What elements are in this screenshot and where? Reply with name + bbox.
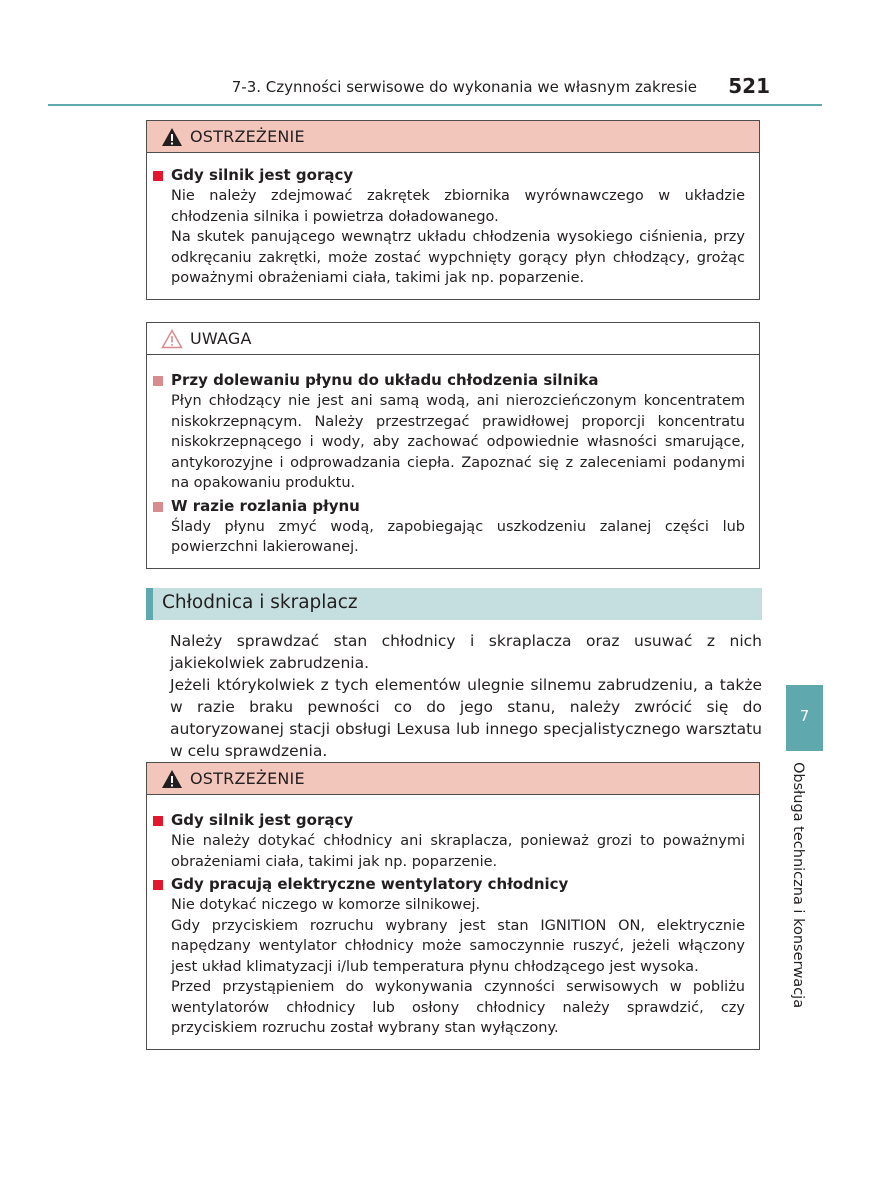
item-heading-text: Przy dolewaniu płynu do układu chłodzenia silnika: [171, 371, 599, 389]
caution-box: [146, 322, 760, 569]
item-heading: [153, 874, 745, 895]
page-number: 521: [728, 74, 770, 98]
chapter-number: 7: [799, 707, 810, 725]
section-title: 7-3. Czynności serwisowe do wykonania we własnym zakresie: [231, 78, 697, 96]
item-text-body: Nie dotykać niczego w komorze silnikowej. Gdy przyciskiem rozruchu wybrany jest stan IGNITION ON, elektrycznie napędzany wentylator chłodnicy może samoczynnie ruszyć, jeżeli włączony jest układ klimatyzacji i/lub temperatura płynu chłodzącego jest wysoka. Przed przystąpieniem do wykonywania czynności serwisowych w pobliżu wentylatorów chłodnicy lub osłony chłodnicy należy sprawdzić, czy przyciskiem rozruchu został wybrany stan wyłączony.: [171, 897, 745, 1036]
item-text-body: Nie należy dotykać chłodnicy ani skraplacza, ponieważ grozi to poważnymi obrażeniami ciała, takimi jak np. poparzenie.: [171, 833, 745, 870]
caution-header: [147, 323, 759, 355]
bullet-square: [153, 376, 163, 386]
item-text: [153, 391, 745, 494]
item-heading-text: Gdy pracują elektryczne wentylatory chłodnicy: [171, 875, 569, 893]
chapter-tab: [786, 685, 823, 751]
item-heading: [153, 496, 745, 517]
item-heading-text: Gdy silnik jest gorący: [171, 166, 354, 184]
item-text-body: Nie należy zdejmować zakrętek zbiornika wyrównawczego w układzie chłodzenia silnika i powietrza doładowanego. Na skutek panującego wewnątrz układu chłodzenia wysokiego ciśnienia, przy odkręcaniu zakrętki, może zostać wypchnięty gorący płyn chłodzący, grożąc poważnymi obrażeniami ciała, takimi jak np. poparzenie.: [171, 188, 745, 286]
item-text: [153, 895, 745, 1039]
caution-icon: [161, 329, 183, 349]
bullet-square: [153, 880, 163, 890]
item-heading: [153, 165, 745, 186]
section-paragraph: Należy sprawdzać stan chłodnicy i skraplacza oraz usuwać z nich jakiekolwiek zabrudzenia. Jeżeli którykolwiek z tych elementów ulegnie silnemu zabrudzeniu, a także w razie braku pewności co do jego stanu, należy zwrócić się do autoryzowanej stacji obsługi Lexusa lub innego specjalistycznego warsztatu w celu sprawdzenia.: [170, 632, 762, 760]
item-heading-text: Gdy silnik jest gorący: [171, 811, 354, 829]
item-heading: [153, 810, 745, 831]
warning-title: OSTRZEŻENIE: [190, 769, 305, 788]
item-heading-text: W razie rozlania płynu: [171, 496, 360, 515]
item-text-body: Ślady płynu zmyć wodą, zapobiegając uszkodzeniu zalanej części lub powierzchni lakierowanej.: [171, 518, 745, 555]
caution-title: UWAGA: [190, 329, 252, 348]
warning-header: [147, 121, 759, 153]
item-text: [153, 831, 745, 872]
bullet-square: [153, 171, 163, 181]
bullet-square: [153, 816, 163, 826]
item-text: [153, 517, 745, 558]
item-heading: [153, 370, 745, 391]
section-heading: [146, 588, 762, 620]
warning-icon: [161, 769, 183, 789]
section-heading-text: Chłodnica i skraplacz: [162, 592, 358, 613]
item-text: [153, 186, 745, 289]
item-text-body: Płyn chłodzący nie jest ani samą wodą, ani nierozcieńczonym koncentratem niskokrzepnącym. Należy przestrzegać prawidłowej proporcji koncentratu niskokrzepnącego i wody, aby zachować odpowiednie własności smarujące, antykorozyjne i odprowadzania ciepła. Zapoznać się z zaleceniami podanymi na opakowaniu produktu.: [171, 393, 745, 491]
bullet-square: [153, 502, 163, 512]
chapter-title-vertical: Obsługa techniczna i konserwacja: [790, 762, 806, 1009]
warning-title: OSTRZEŻENIE: [190, 127, 305, 146]
warning-header: [147, 763, 759, 795]
warning-box-2: [146, 762, 760, 1050]
warning-icon: [161, 127, 183, 147]
page-header: [48, 70, 822, 106]
warning-box-1: [146, 120, 760, 300]
